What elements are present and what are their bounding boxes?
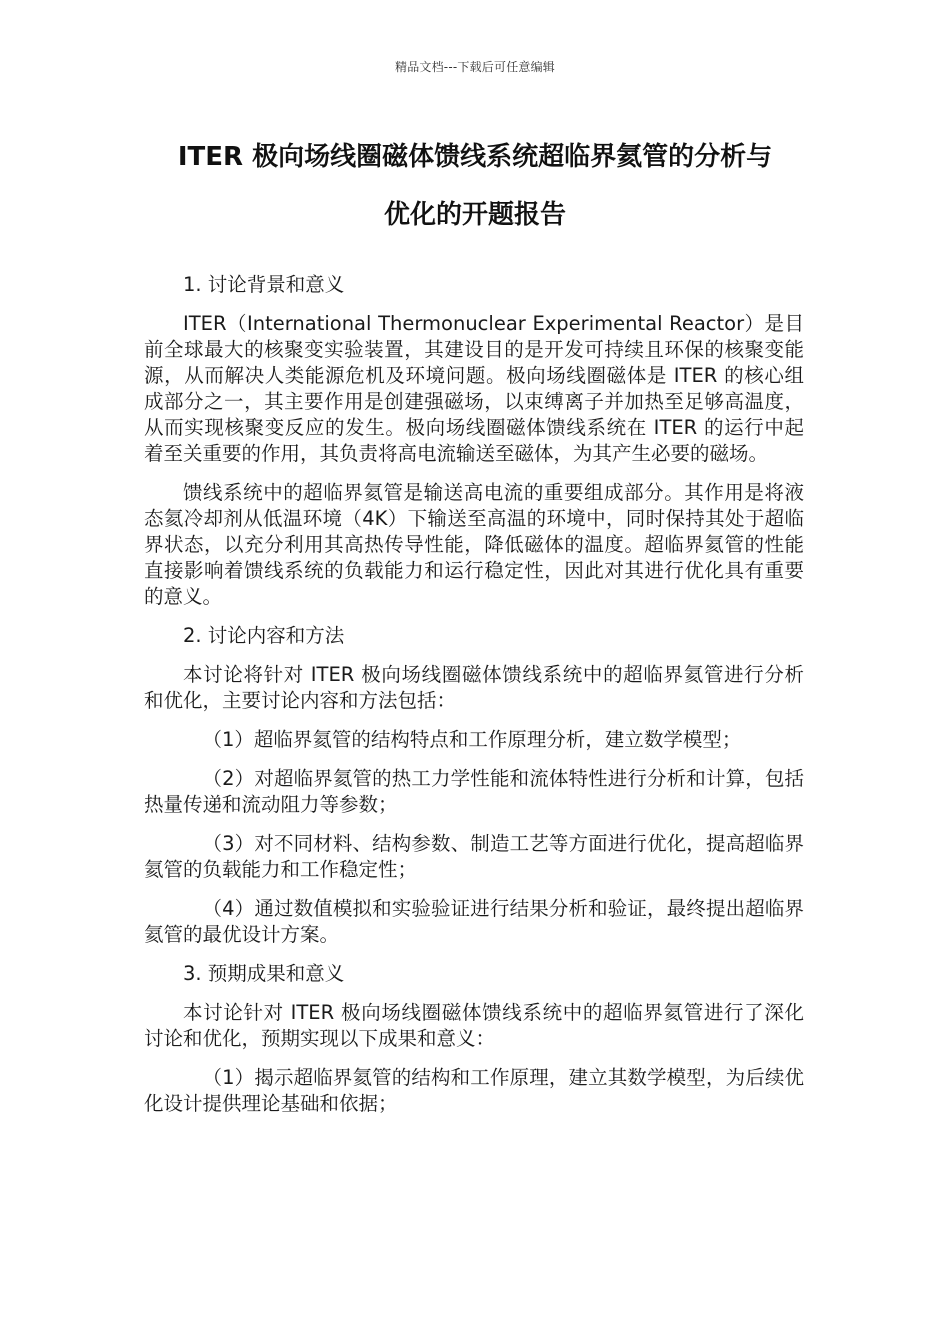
paragraph-method-intro: 本讨论将针对 ITER 极向场线圈磁体馈线系统中的超临界氦管进行分析和优化，主要讨论内容和方法包括： [144, 663, 804, 712]
list-item: （3）对不同材料、结构参数、制造工艺等方面进行优化，提高超临界氦管的负载能力和工作稳定性； [144, 832, 804, 881]
document-title-line-2: 优化的开题报告 [383, 200, 566, 230]
section-heading-background: 1. 讨论背景和意义 [183, 273, 345, 296]
document-body [144, 272, 804, 1130]
section-heading-content-method: 2. 讨论内容和方法 [183, 624, 345, 647]
list-item: （4）通过数值模拟和实验验证进行结果分析和验证，最终提出超临界氦管的最优设计方案。 [144, 897, 804, 946]
paragraph-helium-pipe: 馈线系统中的超临界氦管是输送高电流的重要组成部分。其作用是将液态氦冷却剂从低温环境（4K）下输送至高温的环境中，同时保持其处于超临界状态，以充分利用其高热传导性能，降低磁体的温度。超临界氦管的性能直接影响着馈线系统的负载能力和运行稳定性，因此对其进行优化具有重要的意义。 [144, 481, 804, 608]
document-title-line-1: ITER 极向场线圈磁体馈线系统超临界氦管的分析与 [177, 142, 773, 172]
paragraph-results-intro: 本讨论针对 ITER 极向场线圈磁体馈线系统中的超临界氦管进行了深化讨论和优化，预期实现以下成果和意义： [144, 1001, 804, 1050]
list-item: （1）揭示超临界氦管的结构和工作原理，建立其数学模型，为后续优化设计提供理论基础和依据； [144, 1066, 804, 1115]
section-heading-expected-results: 3. 预期成果和意义 [183, 962, 345, 985]
header-note: 精品文档---下载后可任意编辑 [395, 60, 555, 74]
paragraph-iter-intro: ITER（International Thermonuclear Experimental Reactor）是目前全球最大的核聚变实验装置，其建设目的是开发可持续且环保的核聚变能源，从而解决人类能源危机及环境问题。极向场线圈磁体是 ITER 的核心组成部分之一，其主要作用是创建强磁场，以束缚离子并加热至足够高温度，从而实现核聚变反应的发生。极向场线圈磁体馈线系统在 ITER 的运行中起着至关重要的作用，其负责将高电流输送至磁体，为其产生必要的磁场。 [144, 312, 804, 465]
list-item: （2）对超临界氦管的热工力学性能和流体特性进行分析和计算，包括热量传递和流动阻力等参数； [144, 767, 804, 816]
list-item: （1）超临界氦管的结构特点和工作原理分析，建立数学模型； [202, 728, 742, 751]
